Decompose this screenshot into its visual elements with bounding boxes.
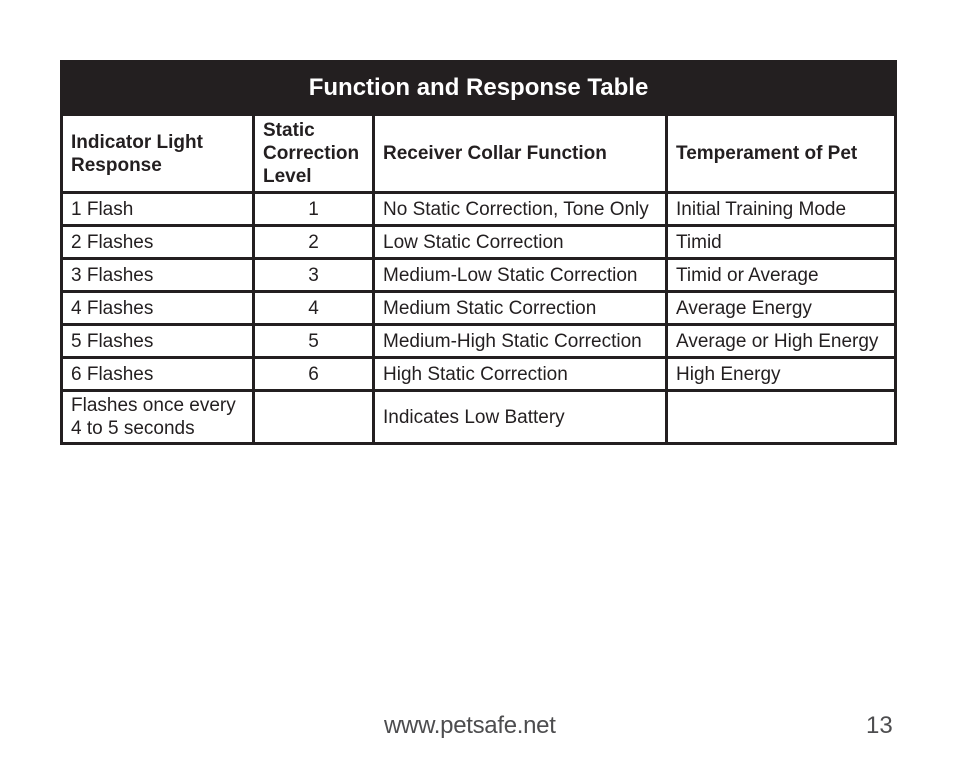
cell-indicator: 4 Flashes — [62, 292, 254, 325]
cell-function: No Static Correction, Tone Only — [374, 193, 667, 226]
cell-indicator: 2 Flashes — [62, 226, 254, 259]
table-row — [62, 325, 896, 358]
table-title: Function and Response Table — [62, 62, 896, 115]
cell-temperament: Timid — [667, 226, 896, 259]
cell-level: 6 — [254, 358, 374, 391]
page-number: 13 — [866, 712, 893, 739]
header-static-correction-level: Static Correction Level — [254, 115, 374, 193]
cell-level: 5 — [254, 325, 374, 358]
table-header-row — [62, 115, 896, 193]
header-receiver-collar-function: Receiver Collar Function — [374, 115, 667, 193]
footer-website-url: www.petsafe.net — [384, 712, 556, 739]
function-response-table — [60, 60, 897, 445]
cell-temperament: Average or High Energy — [667, 325, 896, 358]
cell-level — [254, 391, 374, 444]
table-title-row — [62, 62, 896, 115]
table-row — [62, 226, 896, 259]
cell-level: 4 — [254, 292, 374, 325]
cell-temperament — [667, 391, 896, 444]
cell-temperament: Average Energy — [667, 292, 896, 325]
cell-level: 3 — [254, 259, 374, 292]
table-row — [62, 358, 896, 391]
table-row — [62, 292, 896, 325]
cell-indicator: 6 Flashes — [62, 358, 254, 391]
cell-function: High Static Correction — [374, 358, 667, 391]
cell-temperament: High Energy — [667, 358, 896, 391]
cell-indicator: 5 Flashes — [62, 325, 254, 358]
cell-function: Low Static Correction — [374, 226, 667, 259]
header-indicator-light-response: Indicator Light Response — [62, 115, 254, 193]
cell-function: Medium Static Correction — [374, 292, 667, 325]
function-response-table-container — [60, 60, 894, 445]
table-row — [62, 259, 896, 292]
cell-temperament: Timid or Average — [667, 259, 896, 292]
cell-temperament: Initial Training Mode — [667, 193, 896, 226]
table-row — [62, 391, 896, 444]
cell-function: Indicates Low Battery — [374, 391, 667, 444]
cell-function: Medium-Low Static Correction — [374, 259, 667, 292]
header-temperament-of-pet: Temperament of Pet — [667, 115, 896, 193]
cell-indicator: 1 Flash — [62, 193, 254, 226]
table-row — [62, 193, 896, 226]
cell-indicator: Flashes once every 4 to 5 seconds — [62, 391, 254, 444]
cell-indicator: 3 Flashes — [62, 259, 254, 292]
cell-level: 2 — [254, 226, 374, 259]
cell-function: Medium-High Static Correction — [374, 325, 667, 358]
cell-level: 1 — [254, 193, 374, 226]
